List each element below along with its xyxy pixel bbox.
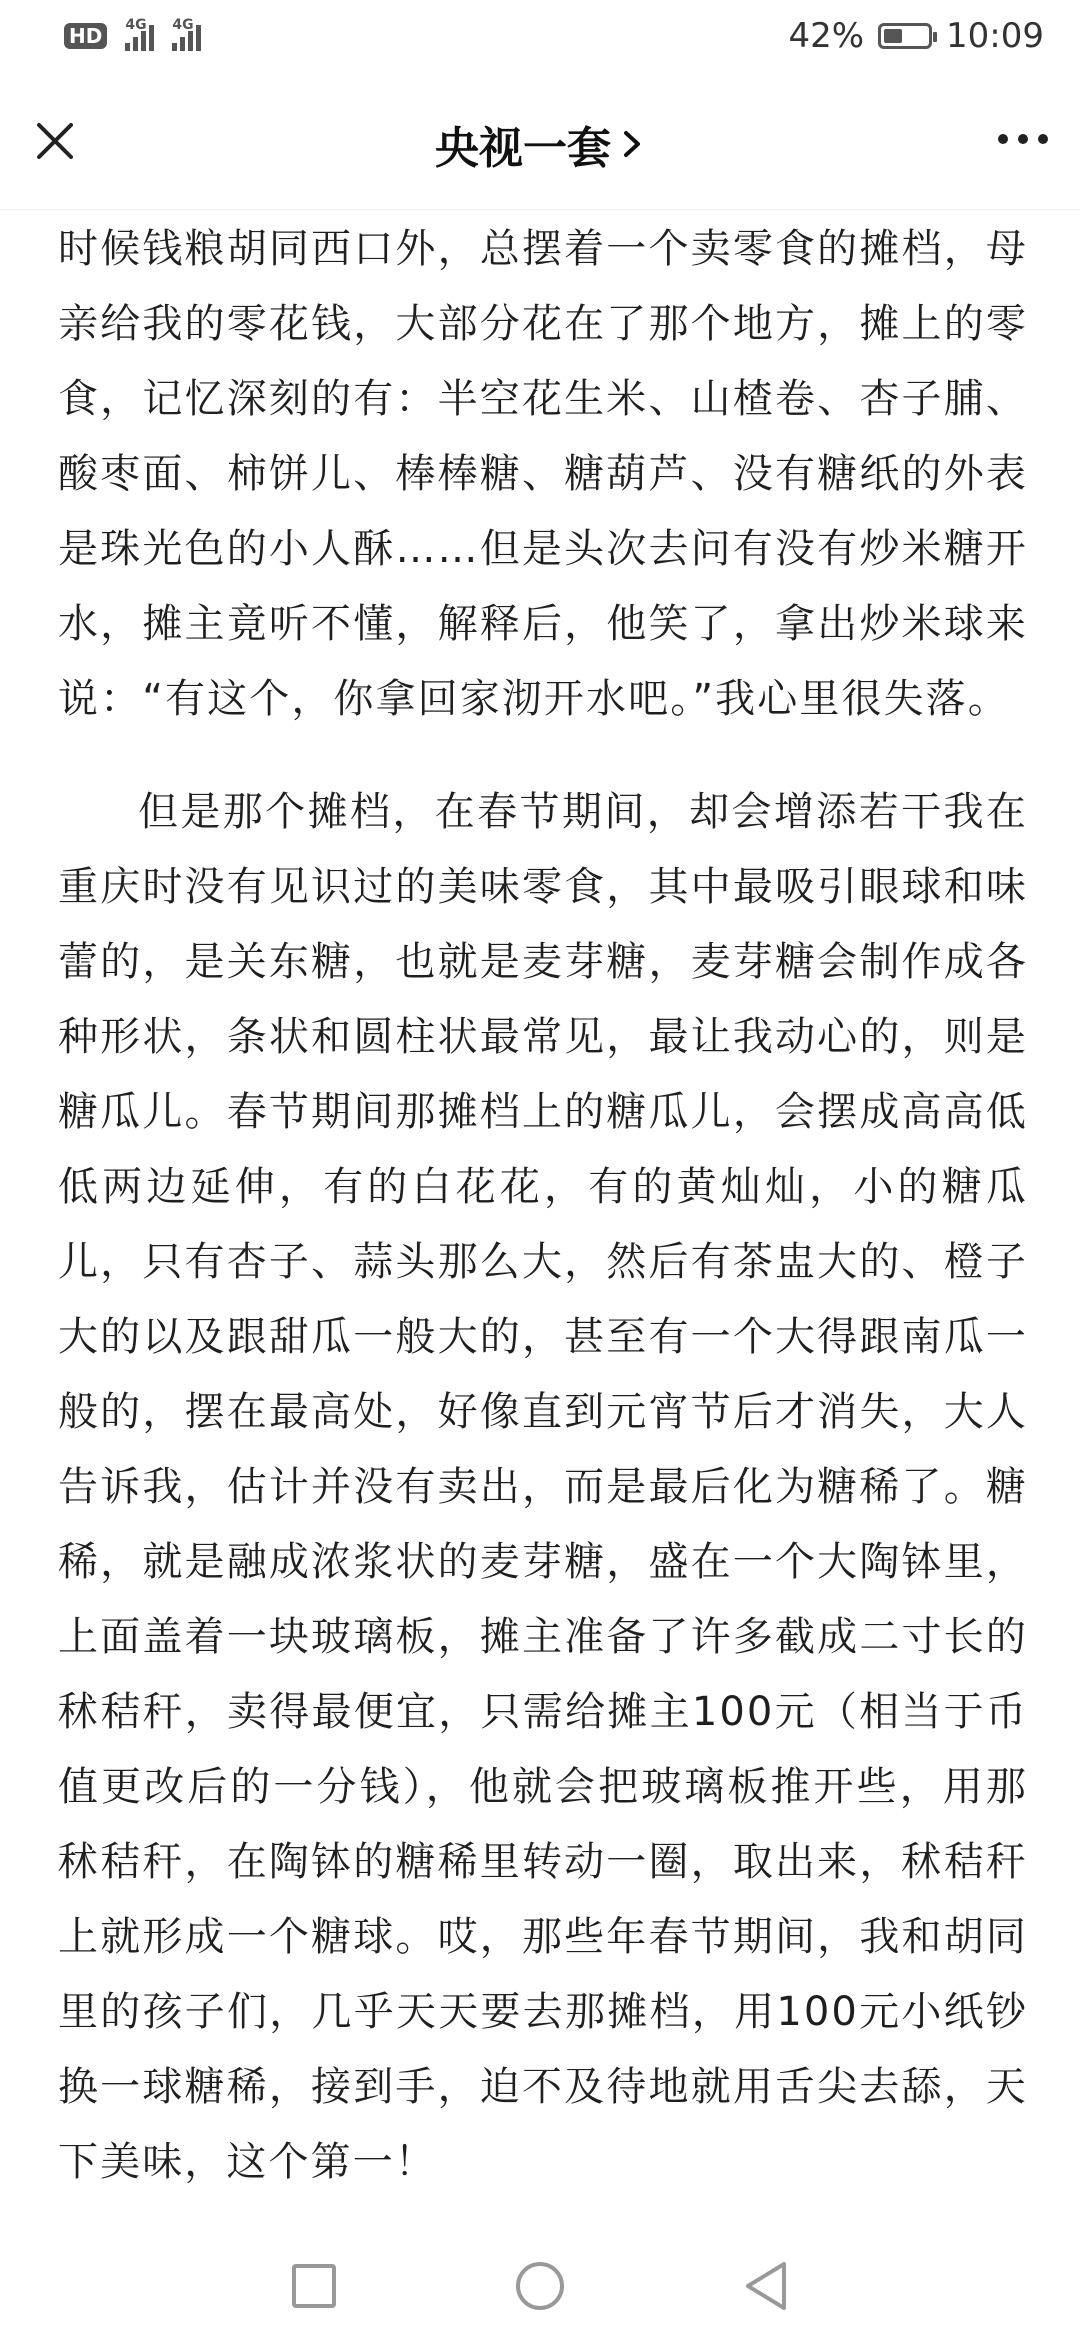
article-paragraph: 但是那个摊档，在春节期间，却会增添若干我在重庆时没有见识过的美味零食，其中最吸引眼球和味蕾的，是关东糖，也就是麦芽糖，麦芽糖会制作成各种形状，条状和圆柱状最常见，最让我动心的，则是糖瓜儿。春节期间那摊档上的糖瓜儿，会摆成高高低低两边延伸，有的白花花，有的黄灿灿，小的糖瓜儿，只有杏子、蒜头那么大，然后有茶盅大的、橙子大的以及跟甜瓜一般大的，甚至有一个大得跟南瓜一般的，摆在最高处，好像直到元宵节后才消失，大人告诉我，估计并没有卖出，而是最后化为糖稀了。糖稀，就是融成浓浆状的麦芽糖，盛在一个大陶钵里，上面盖着一块玻璃板，摊主准备了许多截成二寸长的秫秸秆，卖得最便宜，只需给摊主100元（相当于币值更改后的一分钱），他就会把玻璃板推开些，用那秫秸秆，在陶钵的糖稀里转动一圈，取出来，秫秸秆上就形成一个糖球。哎，那些年春节期间，我和胡同里的孩子们，几乎天天要去那摊档，用100元小纸钞换一球糖稀，接到手，迫不及待地就用舌尖去舔，天下美味，这个第一！: [58, 789, 1028, 2185]
account-title-button[interactable]: [0, 112, 1080, 176]
clock: 10:09: [946, 16, 1044, 56]
article-paragraph: 时候钱粮胡同西口外，总摆着一个卖零食的摊档，母亲给我的零花钱，大部分花在了那个地方，摊上的零食，记忆深刻的有：半空花生米、山楂卷、杏子脯、酸枣面、柿饼儿、棒棒糖、糖葫芦、没有糖纸的外表是珠光色的小人酥……但是头次去问有没有炒米糖开水，摊主竟听不懂，解释后，他笑了，拿出炒米球来说：“有这个，你拿回家沏开水吧。”我心里很失落。: [58, 226, 1028, 722]
more-icon[interactable]: [998, 134, 1048, 144]
article-body: [58, 212, 1028, 2212]
status-left: [64, 17, 201, 51]
signal-icon: [125, 17, 154, 51]
page-title: 央视一套: [435, 123, 611, 174]
battery-icon: [878, 23, 932, 49]
status-right: [788, 16, 1044, 56]
battery-percent: 42%: [788, 16, 865, 56]
battery-fill: [884, 29, 902, 43]
square-recents-icon[interactable]: [286, 2258, 342, 2314]
system-nav-bar: [0, 2232, 1080, 2340]
status-bar: [0, 0, 1080, 72]
chevron-right-icon: [619, 129, 645, 159]
signal-gen-label: 4G: [125, 17, 147, 33]
triangle-back-icon[interactable]: [738, 2258, 794, 2314]
circle-home-icon[interactable]: [512, 2258, 568, 2314]
signal-icon-2: [172, 17, 201, 51]
hd-badge: HD: [64, 23, 107, 49]
signal-gen-label-2: 4G: [172, 17, 194, 33]
nav-bar: [0, 72, 1080, 210]
